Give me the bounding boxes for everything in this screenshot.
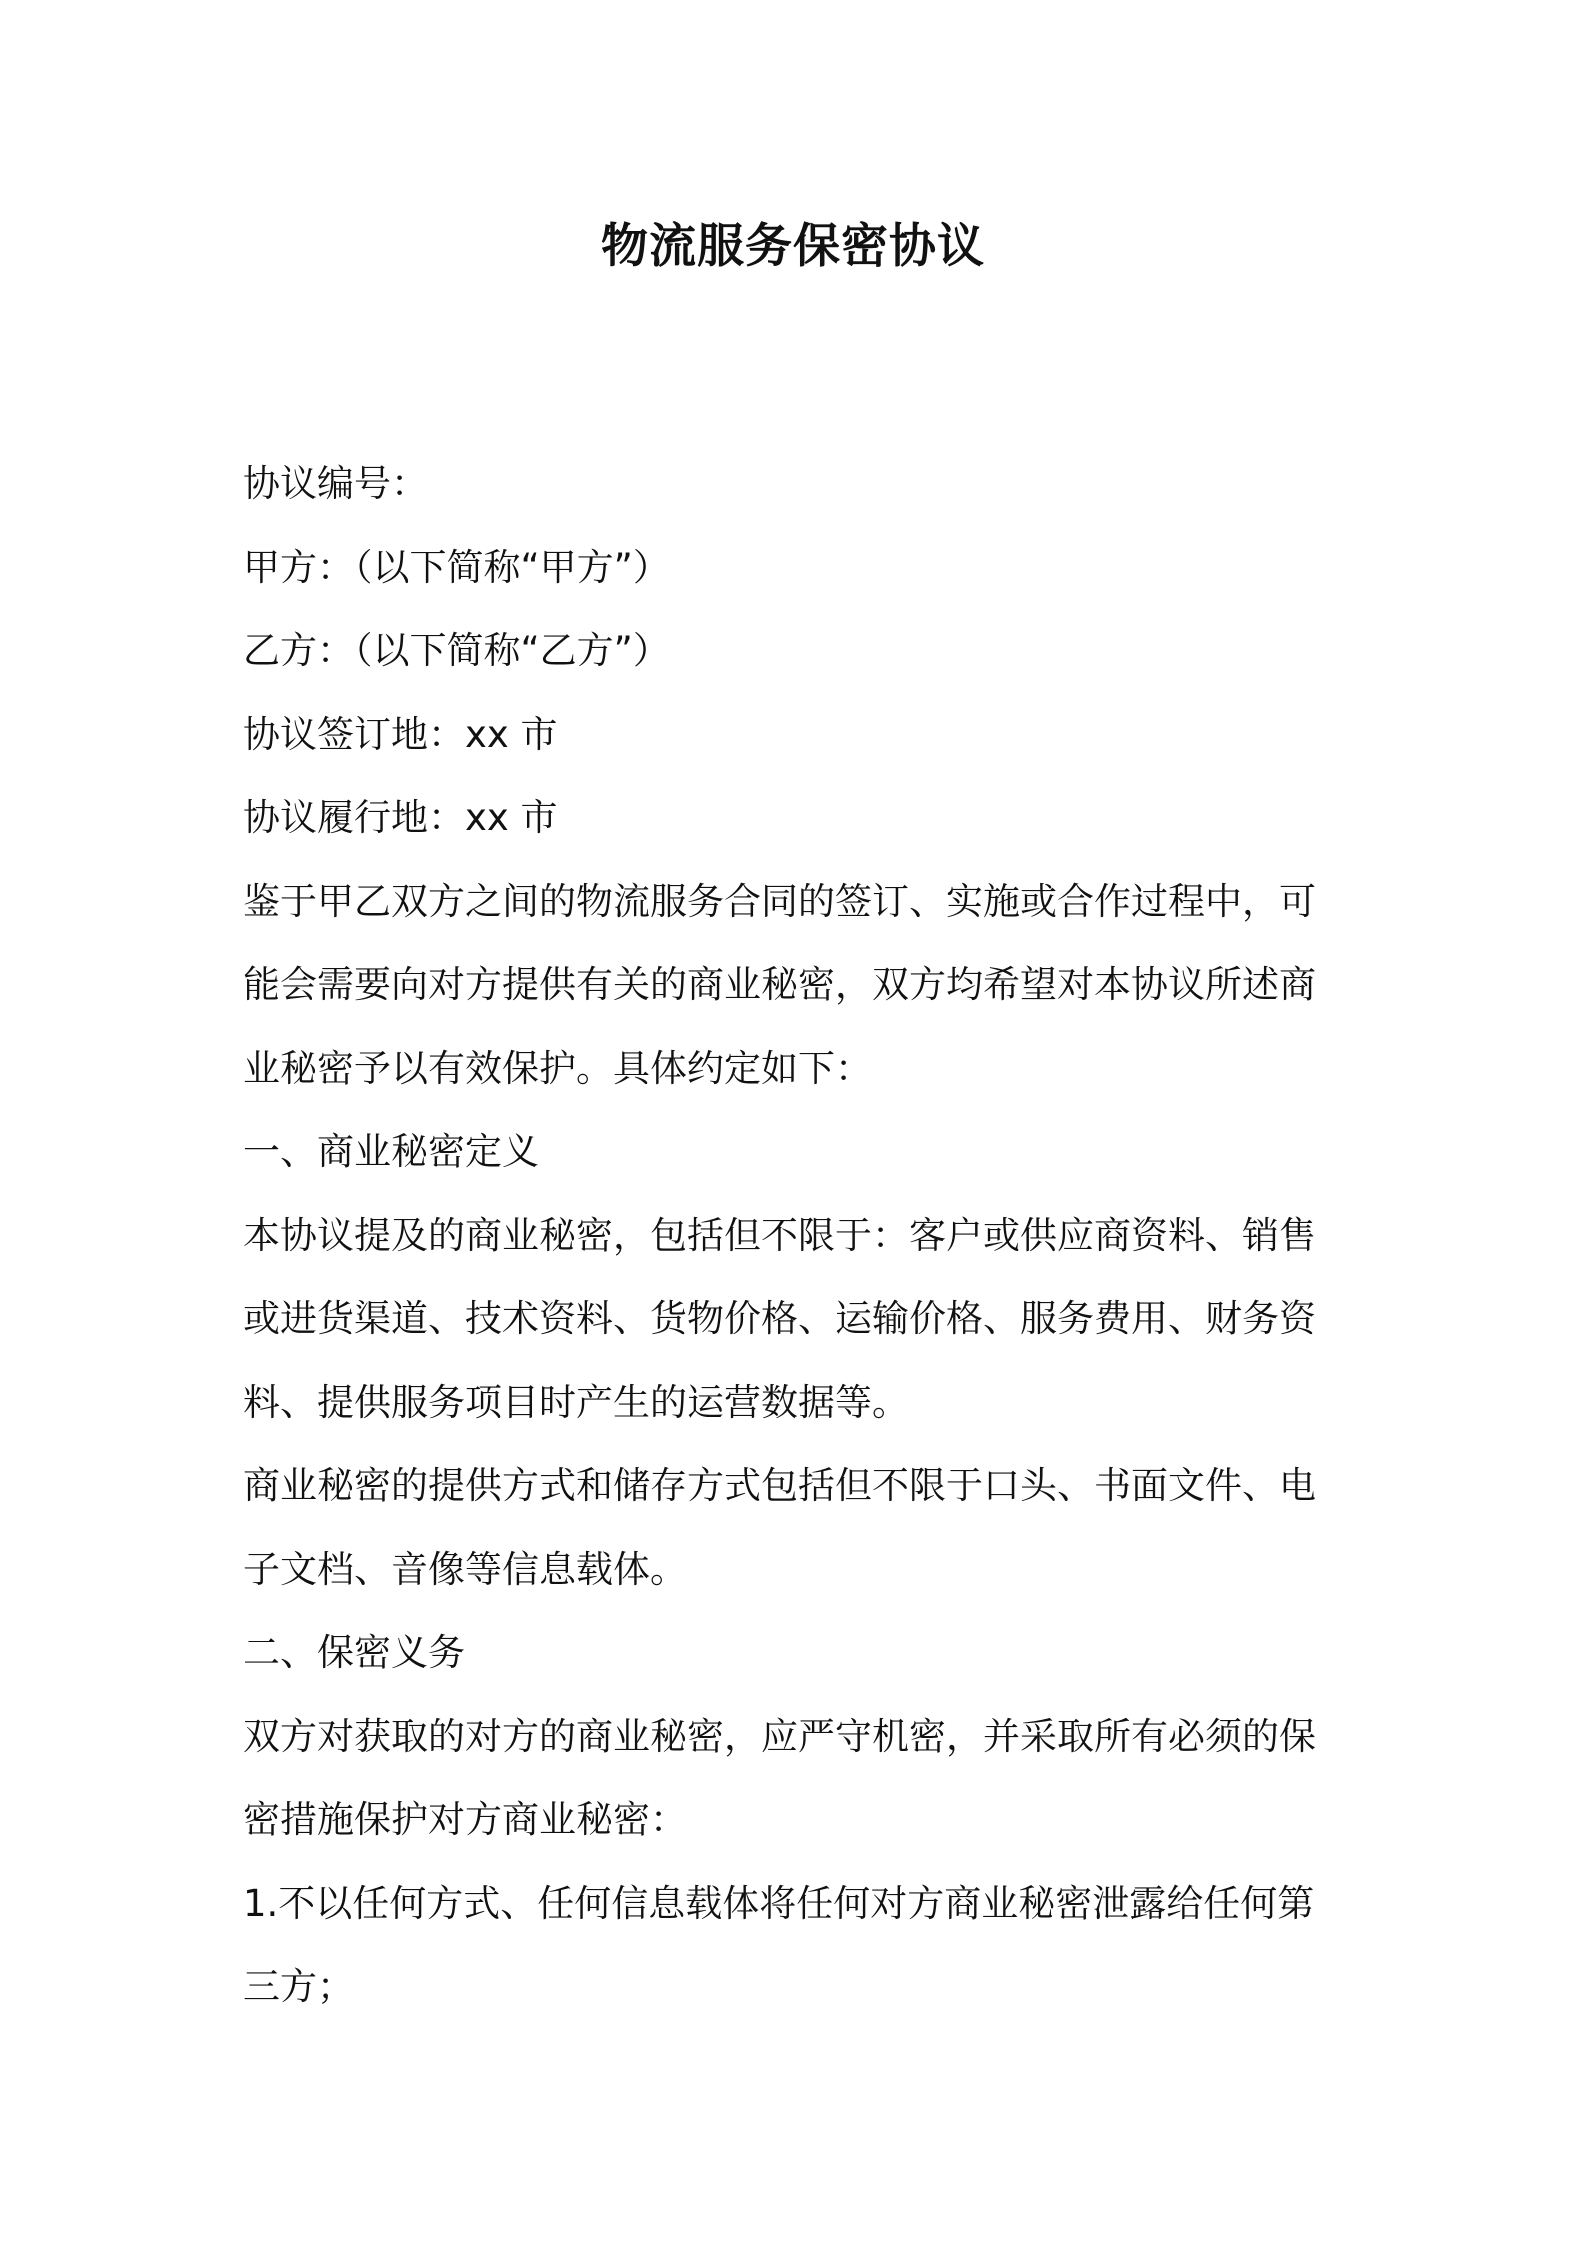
- party-b-line: 乙方：（以下简称“乙方”）: [243, 629, 670, 672]
- list-item-line: 三方；: [243, 1965, 354, 2008]
- section-heading: 二、保密义务: [243, 1631, 465, 1674]
- agreement-number-line: 协议编号：: [243, 462, 428, 505]
- preamble-line: 鉴于甲乙双方之间的物流服务合同的签订、实施或合作过程中，可: [243, 879, 1316, 923]
- paragraph-line: 密措施保护对方商业秘密：: [243, 1798, 687, 1841]
- paragraph-line: 料、提供服务项目时产生的运营数据等。: [243, 1380, 909, 1424]
- party-a-line: 甲方：（以下简称“甲方”）: [243, 545, 670, 589]
- preamble-line: 能会需要向对方提供有关的商业秘密，双方均希望对本协议所述商: [243, 963, 1316, 1006]
- document-body: [243, 442, 1353, 2029]
- paragraph-line: 双方对获取的对方的商业秘密，应严守机密，并采取所有必须的保: [243, 1714, 1316, 1758]
- list-item-line: 1.不以任何方式、任何信息载体将任何对方商业秘密泄露给任何第: [243, 1881, 1315, 1925]
- signing-place-line: 协议签订地：xx 市: [243, 712, 558, 756]
- paragraph-line: 子文档、音像等信息载体。: [243, 1547, 687, 1591]
- preamble-line: 业秘密予以有效保护。具体约定如下：: [243, 1046, 872, 1090]
- paragraph-line: 本协议提及的商业秘密，包括但不限于：客户或供应商资料、销售: [243, 1213, 1316, 1257]
- paragraph-line: 或进货渠道、技术资料、货物价格、运输价格、服务费用、财务资: [243, 1297, 1316, 1340]
- section-heading: 一、商业秘密定义: [243, 1130, 539, 1173]
- performance-place-line: 协议履行地：xx 市: [243, 796, 558, 839]
- document-title: 物流服务保密协议: [601, 219, 985, 274]
- paragraph-line: 商业秘密的提供方式和储存方式包括但不限于口头、书面文件、电: [243, 1464, 1316, 1507]
